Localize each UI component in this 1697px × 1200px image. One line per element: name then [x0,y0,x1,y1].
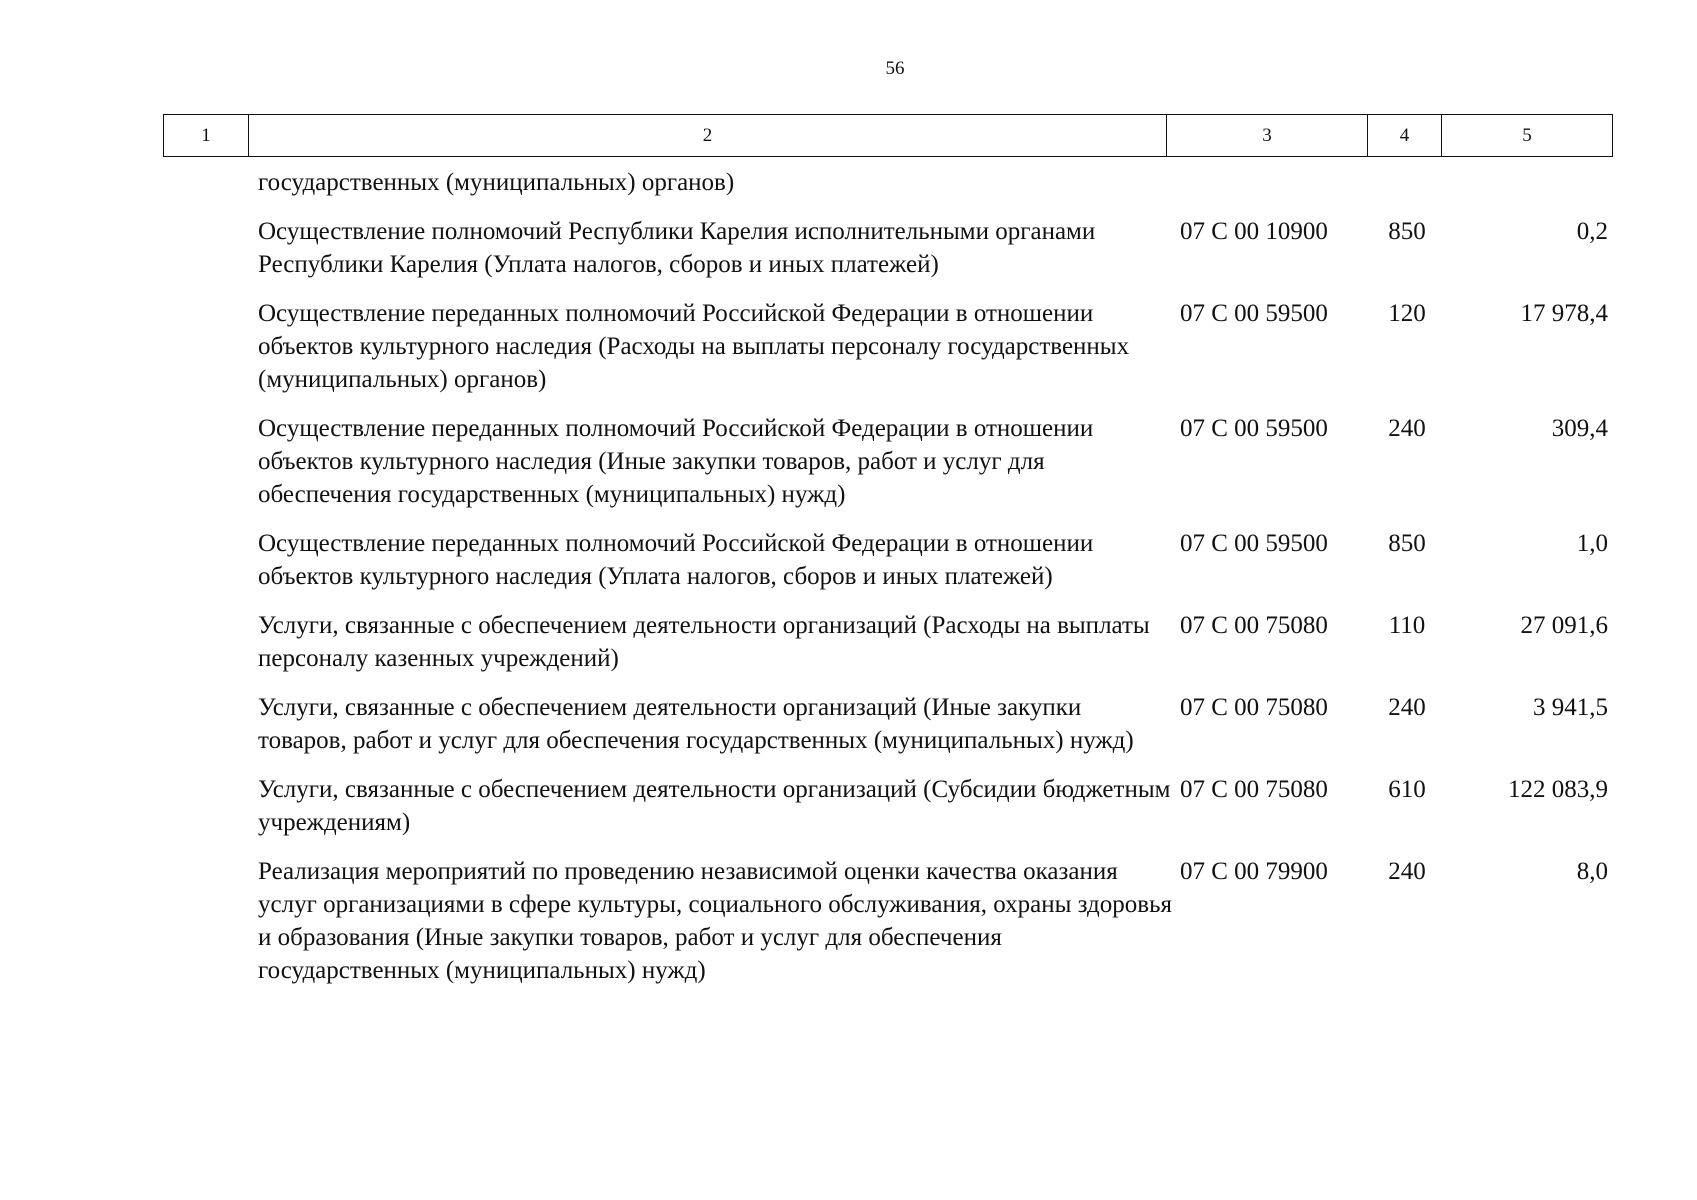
row-type: 240 [1388,415,1426,442]
row-name: Осуществление переданных полномочий Российской Федерации в отношении объектов культурного наследия (Уплата налогов, сборов и иных платежей) [258,530,1094,590]
row-sum: 1,0 [1576,530,1608,557]
table-row [0,215,1697,281]
table-row [0,609,1697,675]
row-code: 07 С 00 59500 [1180,415,1328,442]
row-name: Услуги, связанные с обеспечением деятельности организаций (Расходы на выплаты персоналу казенных учреждений) [258,612,1150,672]
page-number: 56 [885,58,905,79]
row-name: Осуществление полномочий Республики Карелия исполнительными органами Республики Карелия (Уплата налогов, сборов и иных платежей) [258,218,1096,278]
row-sum: 0,2 [1576,218,1608,245]
row-type: 240 [1388,694,1426,721]
row-type: 240 [1388,858,1426,885]
row-sum: 27 091,6 [1520,612,1608,639]
row-type [1372,166,1442,199]
row-code: 07 С 00 59500 [1180,300,1328,327]
row-sum: 309,4 [1551,415,1608,442]
row-code: 07 С 00 75080 [1180,694,1328,721]
row-sum: 122 083,9 [1508,776,1608,803]
row-code: 07 С 00 59500 [1180,530,1328,557]
row-sum: 3 941,5 [1533,694,1608,721]
row-name: Осуществление переданных полномочий Российской Федерации в отношении объектов культурного наследия (Иные закупки товаров, работ и услуг для обеспечения государственных (муниципальных) нужд) [258,415,1094,508]
row-code [1176,166,1372,199]
row-code: 07 С 00 75080 [1180,612,1328,639]
row-type: 850 [1388,530,1426,557]
header-col-4: 4 [1368,115,1442,157]
column-number-header [163,114,1613,157]
table-row [0,297,1697,396]
row-code: 07 С 00 10900 [1180,218,1328,245]
table-row [0,855,1697,987]
header-col-1: 1 [164,115,249,157]
table-row [0,527,1697,593]
row-type: 850 [1388,218,1426,245]
row-name: государственных (муниципальных) органов) [258,169,735,196]
row-type: 610 [1388,776,1426,803]
table-row [0,412,1697,511]
row-type: 110 [1388,612,1426,639]
header-col-3: 3 [1167,115,1368,157]
row-sum: 17 978,4 [1520,300,1608,327]
header-col-2: 2 [249,115,1167,157]
header-col-5: 5 [1442,115,1613,157]
row-name: Осуществление переданных полномочий Российской Федерации в отношении объектов культурного наследия (Расходы на выплаты персоналу государственных (муниципальных) органов) [258,300,1130,393]
table-row [0,166,1697,199]
row-name: Реализация мероприятий по проведению независимой оценки качества оказания услуг организациями в сфере культуры, социального обслуживания, охраны здоровья и образования (Иные закупки товаров, работ и услуг для обеспечения государственных (муниципальных) нужд) [258,858,1172,984]
table-row [0,691,1697,757]
row-type: 120 [1388,300,1426,327]
row-name: Услуги, связанные с обеспечением деятельности организаций (Субсидии бюджетным учреждениям) [258,776,1171,836]
row-name: Услуги, связанные с обеспечением деятельности организаций (Иные закупки товаров, работ и услуг для обеспечения государственных (муниципальных) нужд) [258,694,1134,754]
expenditure-rows [0,166,1697,1003]
row-sum: 8,0 [1576,858,1608,885]
row-sum [1442,166,1608,199]
row-code: 07 С 00 79900 [1180,858,1328,885]
row-code: 07 С 00 75080 [1180,776,1328,803]
table-row [0,773,1697,839]
